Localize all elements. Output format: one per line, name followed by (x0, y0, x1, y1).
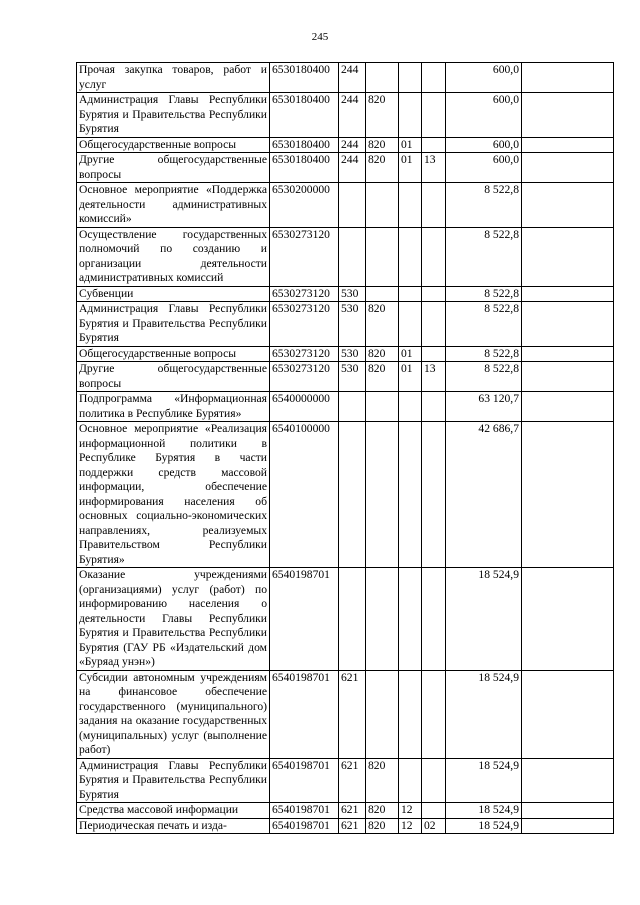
cell-target-code: 6540198701 (270, 670, 339, 758)
cell-name: Администрация Главы Республики Бурятия и Правительства Республики Бурятия (77, 302, 270, 347)
cell-section: 01 (399, 346, 422, 362)
cell-amount: 8 522,8 (446, 362, 522, 392)
cell-section (399, 422, 422, 568)
cell-empty (522, 137, 614, 153)
cell-amount: 600,0 (446, 93, 522, 138)
cell-name: Администрация Главы Республики Бурятия и Правительства Республики Бурятия (77, 93, 270, 138)
cell-expense-type (339, 183, 366, 228)
cell-name: Администрация Главы Республики Бурятия и Правительства Республики Бурятия (77, 758, 270, 803)
cell-target-code: 6530180400 (270, 63, 339, 93)
table-row (77, 422, 614, 568)
cell-empty (522, 286, 614, 302)
table-row (77, 153, 614, 183)
cell-target-code: 6540198701 (270, 803, 339, 819)
cell-name: Осуществление государственных полномочий по созданию и организации деятельности административных комиссий (77, 227, 270, 286)
cell-administrator: 820 (366, 818, 399, 834)
cell-target-code: 6530273120 (270, 346, 339, 362)
cell-subsection (422, 63, 446, 93)
cell-subsection (422, 183, 446, 228)
table-row (77, 392, 614, 422)
cell-expense-type: 621 (339, 670, 366, 758)
cell-subsection (422, 302, 446, 347)
cell-empty (522, 392, 614, 422)
cell-section: 01 (399, 362, 422, 392)
cell-expense-type: 244 (339, 153, 366, 183)
cell-subsection (422, 346, 446, 362)
cell-subsection (422, 392, 446, 422)
cell-administrator: 820 (366, 93, 399, 138)
cell-amount: 42 686,7 (446, 422, 522, 568)
table-row (77, 137, 614, 153)
cell-target-code: 6530273120 (270, 302, 339, 347)
cell-expense-type (339, 422, 366, 568)
cell-empty (522, 153, 614, 183)
cell-expense-type: 530 (339, 286, 366, 302)
cell-amount: 8 522,8 (446, 286, 522, 302)
cell-empty (522, 758, 614, 803)
cell-subsection (422, 286, 446, 302)
cell-name: Основное мероприятие «Поддержка деятельности административных комиссий» (77, 183, 270, 228)
cell-target-code: 6530200000 (270, 183, 339, 228)
cell-name: Общегосударственные вопросы (77, 137, 270, 153)
budget-table-body (77, 63, 614, 834)
cell-subsection (422, 803, 446, 819)
cell-name: Средства массовой информации (77, 803, 270, 819)
table-row (77, 183, 614, 228)
cell-expense-type: 621 (339, 818, 366, 834)
cell-name: Субвенции (77, 286, 270, 302)
cell-name: Другие общегосударственные вопросы (77, 153, 270, 183)
cell-expense-type: 244 (339, 93, 366, 138)
cell-target-code: 6540100000 (270, 422, 339, 568)
cell-target-code: 6540198701 (270, 568, 339, 671)
cell-target-code: 6530273120 (270, 227, 339, 286)
cell-target-code: 6530180400 (270, 153, 339, 183)
cell-expense-type: 530 (339, 346, 366, 362)
cell-section (399, 63, 422, 93)
cell-section (399, 568, 422, 671)
cell-subsection (422, 758, 446, 803)
page-number: 245 (311, 31, 329, 43)
cell-section (399, 286, 422, 302)
cell-expense-type: 530 (339, 362, 366, 392)
cell-amount: 8 522,8 (446, 302, 522, 347)
cell-amount: 600,0 (446, 63, 522, 93)
table-row (77, 818, 614, 834)
cell-target-code: 6530273120 (270, 362, 339, 392)
table-row (77, 93, 614, 138)
cell-administrator (366, 286, 399, 302)
cell-administrator (366, 422, 399, 568)
cell-target-code: 6530180400 (270, 93, 339, 138)
cell-subsection (422, 227, 446, 286)
cell-target-code: 6530273120 (270, 286, 339, 302)
cell-section: 01 (399, 137, 422, 153)
cell-subsection: 13 (422, 153, 446, 183)
cell-subsection (422, 422, 446, 568)
cell-name: Субсидии автономным учреждениям на финансовое обеспечение государственного (муниципального) задания на оказание государственных (муниципальных) услуг (выполнение работ) (77, 670, 270, 758)
cell-amount: 600,0 (446, 153, 522, 183)
cell-name: Общегосударственные вопросы (77, 346, 270, 362)
cell-amount: 18 524,9 (446, 803, 522, 819)
cell-amount: 18 524,9 (446, 758, 522, 803)
cell-administrator (366, 227, 399, 286)
cell-subsection (422, 568, 446, 671)
cell-amount: 600,0 (446, 137, 522, 153)
cell-administrator (366, 63, 399, 93)
table-row (77, 63, 614, 93)
cell-expense-type (339, 568, 366, 671)
cell-amount: 18 524,9 (446, 670, 522, 758)
cell-amount: 8 522,8 (446, 227, 522, 286)
cell-target-code: 6530180400 (270, 137, 339, 153)
budget-table (76, 62, 614, 834)
cell-expense-type: 244 (339, 63, 366, 93)
cell-amount: 8 522,8 (446, 346, 522, 362)
cell-subsection: 13 (422, 362, 446, 392)
cell-target-code: 6540000000 (270, 392, 339, 422)
cell-section (399, 302, 422, 347)
cell-administrator: 820 (366, 153, 399, 183)
cell-amount: 63 120,7 (446, 392, 522, 422)
table-row (77, 302, 614, 347)
cell-section: 12 (399, 818, 422, 834)
cell-administrator (366, 568, 399, 671)
cell-empty (522, 362, 614, 392)
cell-name: Оказание учреждениями (организациями) услуг (работ) по информированию населения о деятельности Главы Республики Бурятия и Правительства Республики Бурятия (ГАУ РБ «Издательский дом «Буряад унэн») (77, 568, 270, 671)
cell-section (399, 227, 422, 286)
cell-empty (522, 818, 614, 834)
cell-amount: 18 524,9 (446, 818, 522, 834)
table-row (77, 803, 614, 819)
cell-empty (522, 183, 614, 228)
cell-expense-type: 530 (339, 302, 366, 347)
cell-subsection (422, 137, 446, 153)
cell-administrator: 820 (366, 758, 399, 803)
cell-administrator: 820 (366, 346, 399, 362)
table-row (77, 346, 614, 362)
cell-empty (522, 346, 614, 362)
cell-name: Периодическая печать и изда- (77, 818, 270, 834)
cell-subsection (422, 93, 446, 138)
cell-administrator: 820 (366, 137, 399, 153)
table-row (77, 670, 614, 758)
cell-expense-type (339, 227, 366, 286)
cell-administrator (366, 183, 399, 228)
table-row (77, 286, 614, 302)
cell-administrator: 820 (366, 302, 399, 347)
cell-administrator (366, 670, 399, 758)
cell-empty (522, 803, 614, 819)
cell-expense-type: 621 (339, 803, 366, 819)
table-row (77, 568, 614, 671)
cell-empty (522, 227, 614, 286)
cell-section (399, 670, 422, 758)
cell-empty (522, 63, 614, 93)
table-row (77, 758, 614, 803)
cell-expense-type: 244 (339, 137, 366, 153)
cell-empty (522, 670, 614, 758)
cell-section (399, 758, 422, 803)
cell-name: Другие общегосударственные вопросы (77, 362, 270, 392)
cell-section (399, 183, 422, 228)
cell-name: Основное мероприятие «Реализация информационной политики в Республике Бурятия в части поддержки средств массовой информации, обеспечение информирования населения об основных социально-экономических направлениях, реализуемых Правительством Республики Бурятия» (77, 422, 270, 568)
table-row (77, 227, 614, 286)
cell-section: 12 (399, 803, 422, 819)
cell-amount: 8 522,8 (446, 183, 522, 228)
cell-name: Прочая закупка товаров, работ и услуг (77, 63, 270, 93)
cell-expense-type: 621 (339, 758, 366, 803)
cell-empty (522, 422, 614, 568)
cell-name: Подпрограмма «Информационная политика в Республике Бурятия» (77, 392, 270, 422)
cell-administrator: 820 (366, 362, 399, 392)
cell-target-code: 6540198701 (270, 758, 339, 803)
cell-administrator (366, 392, 399, 422)
cell-subsection: 02 (422, 818, 446, 834)
cell-target-code: 6540198701 (270, 818, 339, 834)
cell-expense-type (339, 392, 366, 422)
cell-amount: 18 524,9 (446, 568, 522, 671)
cell-section (399, 93, 422, 138)
table-row (77, 362, 614, 392)
cell-empty (522, 93, 614, 138)
cell-empty (522, 568, 614, 671)
cell-administrator: 820 (366, 803, 399, 819)
cell-section: 01 (399, 153, 422, 183)
cell-section (399, 392, 422, 422)
cell-empty (522, 302, 614, 347)
cell-subsection (422, 670, 446, 758)
